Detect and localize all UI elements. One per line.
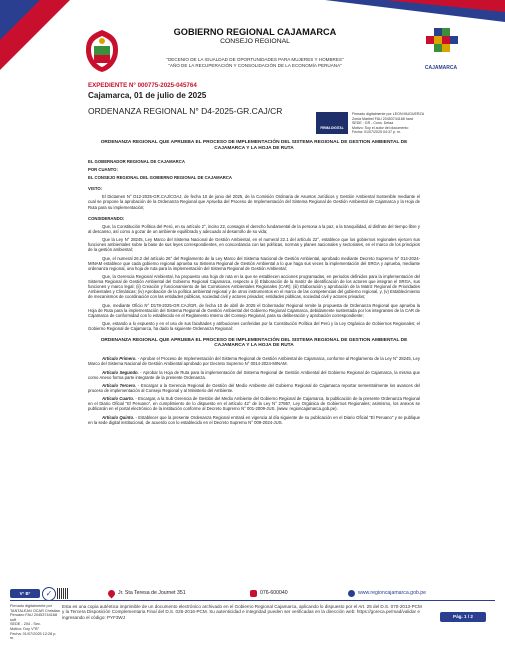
authenticity-note: Esta es una copia auténtica imprimible de un documento electrónico archivado en el Gobierno Regional Cajamarca, aplicando lo dispuesto por el Art. 25 del D.S. 070-2013-PCM y la Tercera Disposición Complementaria Final del D.S. 026-2016-PCM. Su autenticidad e integridad pueden ser verificadas en la dirección web: https://goreca.pe/mad/validar e ingresando el código: PYF3WJ [62, 604, 422, 620]
expediente-number: EXPEDIENTE N° 000775-2025-045764 [88, 82, 197, 89]
visto-label: VISTO: [88, 186, 103, 192]
peru-coat-of-arms-icon [82, 28, 122, 74]
article-text: - Encargar a la Gerencia Regional de Gestión del Medio Ambiente del Gobierno Regional de Cajamarca reportar semestralmente los avances del proceso de implementación al Consejo Regional y al Ministerio del Ambiente. [88, 382, 420, 393]
footer-signature-line: Firmado digitalmente por TANTALEAN OCAR Christian [10, 604, 60, 613]
considerando-label: CONSIDERANDO: [88, 215, 125, 221]
header-motto-line-1: "DECENIO DE LA IGUALDAD DE OPORTUNIDADES PARA MUJERES Y HOMBRES" [166, 57, 344, 62]
article-paragraph [88, 415, 420, 425]
header-subtitle: CONSEJO REGIONAL [220, 38, 290, 45]
signature-line: Zonia Maribel FAU 20453744168 hard [352, 116, 413, 121]
article-text: - Aprobar el Proceso de Implementación del Sistema Regional de Gestión Ambiental de Cajamarca, conforme al Reglamento de la Ley N° 28245, Ley Marco del Sistema Nacional de Gestión Ambiental aprobado por Decreto Supremo N° 0014-2024-MINAM. [88, 356, 420, 367]
location-pin-icon [107, 589, 117, 599]
visto-paragraph: El Dictamen N° D12-2025-GR.CAJ/COAJ, de fecha 10 de junio del 2025, de la Comisión Ordinaria de Asuntos Jurídicos y Gestión Ambiental Sostenible mediante el cual se propone la aprobación de la Ordenanza Regional que Aprueba del Proceso de Implementación del Sistema Regional de Gestión Ambiental de Cajamarca y la Hoja de Ruta para su implementación; [88, 194, 420, 210]
por-cuanto-heading: POR CUANTO: [88, 166, 118, 172]
footer-signature-line: SEDE - 204 - Sec. [10, 622, 42, 627]
header-motto [120, 57, 390, 69]
corner-decoration-top-right-red [385, 0, 505, 12]
digital-signature-details [352, 112, 462, 135]
qr-code-icon [57, 588, 69, 599]
ordinance-number: ORDENANZA REGIONAL N° D4-2025-GR.CAJ/CR [88, 106, 283, 116]
footer-website-link[interactable]: www.regioncajamarca.gob.pe [358, 590, 427, 596]
cajamarca-logo-label: CAJAMARCA [424, 65, 458, 71]
article-text: - Encargar, a la Sub Gerencia de Gestión del Medio Ambiente del Gobierno Regional de Cajamarca, la publicación de la presente Ordenanza Regional en el Diario Oficial "El Peruano", en cumplimiento de lo dispuesto en el artículo 42° de la Ley N° 27867, Ley Orgánica de Gobiernos Regionales; asimismo, los anexos se publicarán en el portal electrónico de la institución conforme al Decreto Supremo N° 001-2009-JUS. (www. regioncajamarca.gob.pe). [88, 396, 420, 412]
consejo-heading: EL CONSEJO REGIONAL DEL GOBIERNO REGIONAL DE CAJAMARCA [88, 175, 232, 181]
article-paragraph [88, 356, 420, 366]
article-title: Artículo Tercero. [102, 382, 137, 388]
footer-phone: 076-600040 [260, 590, 288, 596]
gobernador-heading: EL GOBERNADOR REGIONAL DE CAJAMARCA [88, 158, 185, 164]
signature-line: Motivo: Soy el autor del documento [352, 125, 409, 130]
considerando-paragraph: Que, la Constitución Política del Perú, en su artículo 2°, inciso 22, consagra el derecho fundamental de la persona a la paz, a la tranquilidad, al disfrute del tiempo libre y al descanso, así como a gozar de un ambiente equilibrado y adecuado al desarrollo de su vida; [88, 223, 420, 234]
considerando-paragraph: Que, mediante Oficio N° D178-2025-GR.CAJ/GR, de fecha 10 de abril de 2025 el Gobernador Regional remite la propuesta de Ordenanza Regional que aprueba la Hoja de Ruta para la implementación del Sistema Regional de Gestión Ambiental del Gobierno Regional Cajamarca, debidamente sustentada por los integrantes de la CAR de Cajamarca de conformidad con lo establecido en el Reglamento Interno del Consejo Regional, para su deliberación y aprobación correspondiente; [88, 302, 420, 318]
article-text: - Aprobar la Hoja de Ruta para la implementación del Sistema Regional de Gestión Ambiental del Gobierno Regional de Cajamarca, la misma que como Anexo forma parte integrante de la presente Ordenanza. [88, 369, 420, 380]
footer-signature-line: Motivo: Doy V°B° [10, 626, 40, 631]
article-text: - Establecer que la presente Ordenanza Regional entrará en vigencia al día siguiente de su publicación en el Diario Oficial "El Peruano" y se publique en la sede digital institucional, de acuerdo con lo establecido en el Decreto Supremo N° 009-2024-JUS. [88, 414, 420, 425]
considerando-paragraph: Que, la Gerencia Regional Ambiental, ha propuesto una hoja de ruta en la que se establecen acciones programadas, en periodos definidos para la implementación del Sistema Regional de Gestión Ambiental del Gobierno Regional Cajamarca, respecto a (i) Elaboración de la matriz de identificación de los actores que integran el SRGA, sus funciones y marco legal; (ii) Creación y funcionamiento de las Comisiones Ambientales Regionales (CAR); (iii) Elaboración y aprobación de la Matriz Regional de Prioridades Ambientales y Climáticas; (iv) Aprobación de la política ambiental regional y de otros instrumentos en el marco de las competencias del gobierno regional, y, (v) Establecimiento de mecanismos de coordinación con las entidades públicas, sociedad civil y actores privados; entidades públicas, sociedad civil y actores privados; [88, 274, 420, 300]
digital-signature-badge [316, 112, 348, 134]
cajamarca-logo-icon [418, 26, 464, 66]
article-paragraph [88, 370, 420, 380]
header-title: GOBIERNO REGIONAL CAJAMARCA [173, 27, 337, 37]
footer-signature-details [10, 604, 60, 641]
ordinance-title-2: ORDENANZA REGIONAL QUE APRUEBA EL PROCESO DE IMPLEMENTACIÓN DEL SISTEMA REGIONAL DE GESTION AMBIENTAL DE CAJAMARCA Y LA HOJA DE RUTA [100, 337, 408, 349]
considerando-paragraph: Que la Ley N° 28245, Ley Marco del Sistema Nacional de Gestión Ambiental, en el numeral 22.1 del artículo 22°, establece que los gobiernos regionales ejercen sus funciones ambientales sobre la base de sus leyes correspondientes, en concordancia con las políticas, normas y planes nacionales y sectoriales, en el marco de los principios de la gestión ambiental; [88, 237, 420, 253]
header-motto-line-2: "AÑO DE LA RECUPERACIÓN Y CONSOLIDACIÓN DE LA ECONOMÍA PERUANA" [168, 63, 342, 68]
signature-line: Firmado digitalmente por LEON MUGUERZA [352, 112, 425, 116]
footer-signature-line: Peruano FAU 20453744168 soft [10, 613, 58, 622]
footer-signature-line: Fecha: 01/07/2025 12:28 p. m. [10, 631, 57, 641]
article-title: Artículo Primero. [102, 356, 137, 362]
visto-bueno-badge: V° B° [10, 589, 40, 598]
phone-icon [250, 590, 257, 597]
ordinance-title: ORDENANZA REGIONAL QUE APRUEBA EL PROCESO DE IMPLEMENTACIÓN DEL SISTEMA REGIONAL DE GESTION AMBIENTAL DE CAJAMARCA Y LA HOJA DE RUTA [100, 140, 408, 151]
document-body [88, 140, 420, 428]
article-title: Artículo Cuarto. [102, 396, 135, 402]
footer-address: Jr. Sta Teresa de Journet 351 [118, 590, 186, 596]
page-indicator: Pág. 1 / 2 [440, 612, 486, 622]
signature-line: Fecha: 01/07/2025 04:37 p. m. [352, 130, 401, 134]
signature-line: SEDE : GR - Cons. Delaa [352, 121, 394, 125]
considerando-paragraph: Que, el numeral 26.2 del artículo 26° del Reglamento de la Ley Marco del Sistema Nacional de Gestión Ambiental, aprobado mediante Decreto Supremo N° 014-2024-MINAM establece que cada gobierno regional aprueba su Sistema Regional de Gestión Ambiental a lo que haga sus veces la implementación del SRGA y aprueba, mediante ordenanza regional, una hoja de ruta para la implementación del Sistema Regional de Gestión Ambiental; [88, 255, 420, 271]
footer-divider [10, 600, 495, 601]
article-title: Artículo Segundo. [102, 369, 139, 375]
check-icon: ✓ [42, 587, 56, 601]
document-date: Cajamarca, 01 de julio de 2025 [88, 91, 207, 100]
digital-signature-badge-label: FIRMA DIGITAL [320, 126, 344, 130]
article-title: Artículo Quinto. [102, 414, 135, 420]
article-paragraph [88, 383, 420, 393]
considerando-paragraph: Que, estando a lo expuesto y en el uso de sus facultades y atribuciones conferidas por la Constitución Política del Perú y la Ley Orgánica de Gobiernos Regionales; el Gobierno Regional de Cajamarca, ha dado la siguiente Ordenanza Regional: [88, 321, 420, 332]
corner-decoration-blue [0, 0, 40, 40]
article-paragraph [88, 396, 420, 411]
globe-icon [348, 590, 355, 597]
